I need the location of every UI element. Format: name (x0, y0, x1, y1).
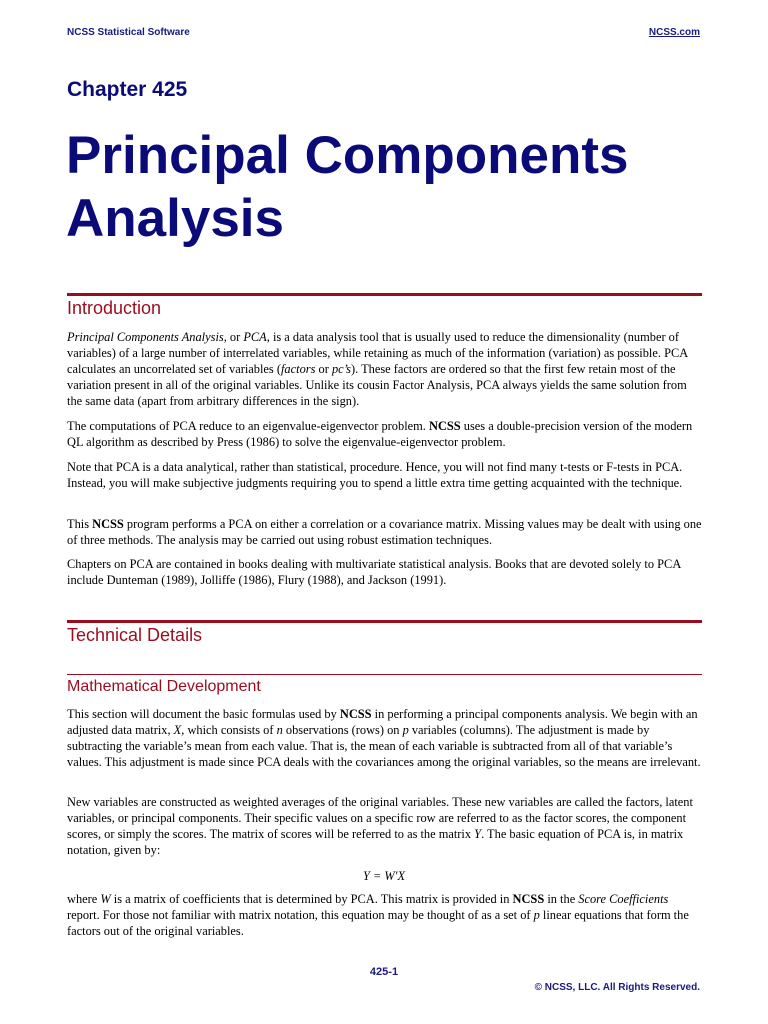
page-number: 425-1 (369, 966, 399, 978)
pca-equation: Y = W′X (362, 869, 406, 883)
math-development-rule (67, 674, 702, 675)
intro-paragraph-4: This NCSS program performs a PCA on either a correlation or a covariance matrix. Missing values may be dealt with using one of three methods. The analysis may be carried out using robust estimation techniques. (67, 517, 702, 547)
header-software-name: NCSS Statistical Software (67, 27, 190, 38)
math-paragraph-1: This section will document the basic formulas used by NCSS in performing a principal components analysis. We begin with an adjusted data matrix, X, which consists of n observations (rows) on p variables (columns). The adjustment is made by subtracting the variable’s mean from each value. That is, the mean of each variable is subtracted from all of that variable’s values. This adjustment is made since PCA deals with the covariances among the original variables, so the means are irrelevant. (67, 707, 701, 769)
math-development-heading: Mathematical Development (67, 678, 261, 695)
page-title: Principal Components Analysis (66, 126, 629, 248)
math-paragraph-2: New variables are constructed as weighted averages of the original variables. These new variables are called the factors, latent variables, or principal components. Their specific values on a specific row are referred to as the factor scores, the component scores, or simply the scores. The matrix of scores will be referred to as the matrix Y. The basic equation of PCA is, in matrix notation, given by: (67, 795, 693, 857)
math-paragraph-3: where W is a matrix of coefficients that is determined by PCA. This matrix is provided in NCSS in the Score Coefficients report. For those not familiar with matrix notation, this equation may be thought of as a set of p linear equations that form the factors out of the original variables. (67, 892, 689, 938)
technical-details-heading: Technical Details (67, 625, 203, 645)
intro-paragraph-2: The computations of PCA reduce to an eigenvalue-eigenvector problem. NCSS uses a double-precision version of the modern QL algorithm as described by Press (1986) to solve the eigenvalue-eigenvector problem. (67, 419, 693, 449)
intro-paragraph-3: Note that PCA is a data analytical, rather than statistical, procedure. Hence, you will not find many t-tests or F-tests in PCA. Instead, you will make subjective judgments requiring you to spend a little extra time getting acquainted with the technique. (67, 460, 683, 490)
introduction-heading: Introduction (67, 298, 162, 318)
intro-paragraph-1: Principal Components Analysis, or PCA, is a data analysis tool that is usually used to reduce the dimensionality (number of variables) of a large number of interrelated variables, while retaining as much of the information (variation) as possible. PCA calculates an uncorrelated set of variables (factors or pc’s). These factors are ordered so that the first few retain most of the variation present in all of the original variables. Unlike its cousin Factor Analysis, PCA always yields the same solution from the same data (apart from arbitrary differences in the sign). (67, 330, 688, 408)
copyright-notice: © NCSS, LLC. All Rights Reserved. (534, 982, 700, 993)
header-website-link[interactable]: NCSS.com (648, 27, 700, 38)
intro-paragraph-5: Chapters on PCA are contained in books dealing with multivariate statistical analysis. Books that are devoted solely to PCA include Dunteman (1989), Jolliffe (1986), Flury (1988), and Jackson (1991). (67, 557, 681, 587)
technical-details-rule (67, 620, 702, 623)
chapter-label: Chapter 425 (67, 78, 188, 101)
introduction-rule (67, 293, 702, 296)
